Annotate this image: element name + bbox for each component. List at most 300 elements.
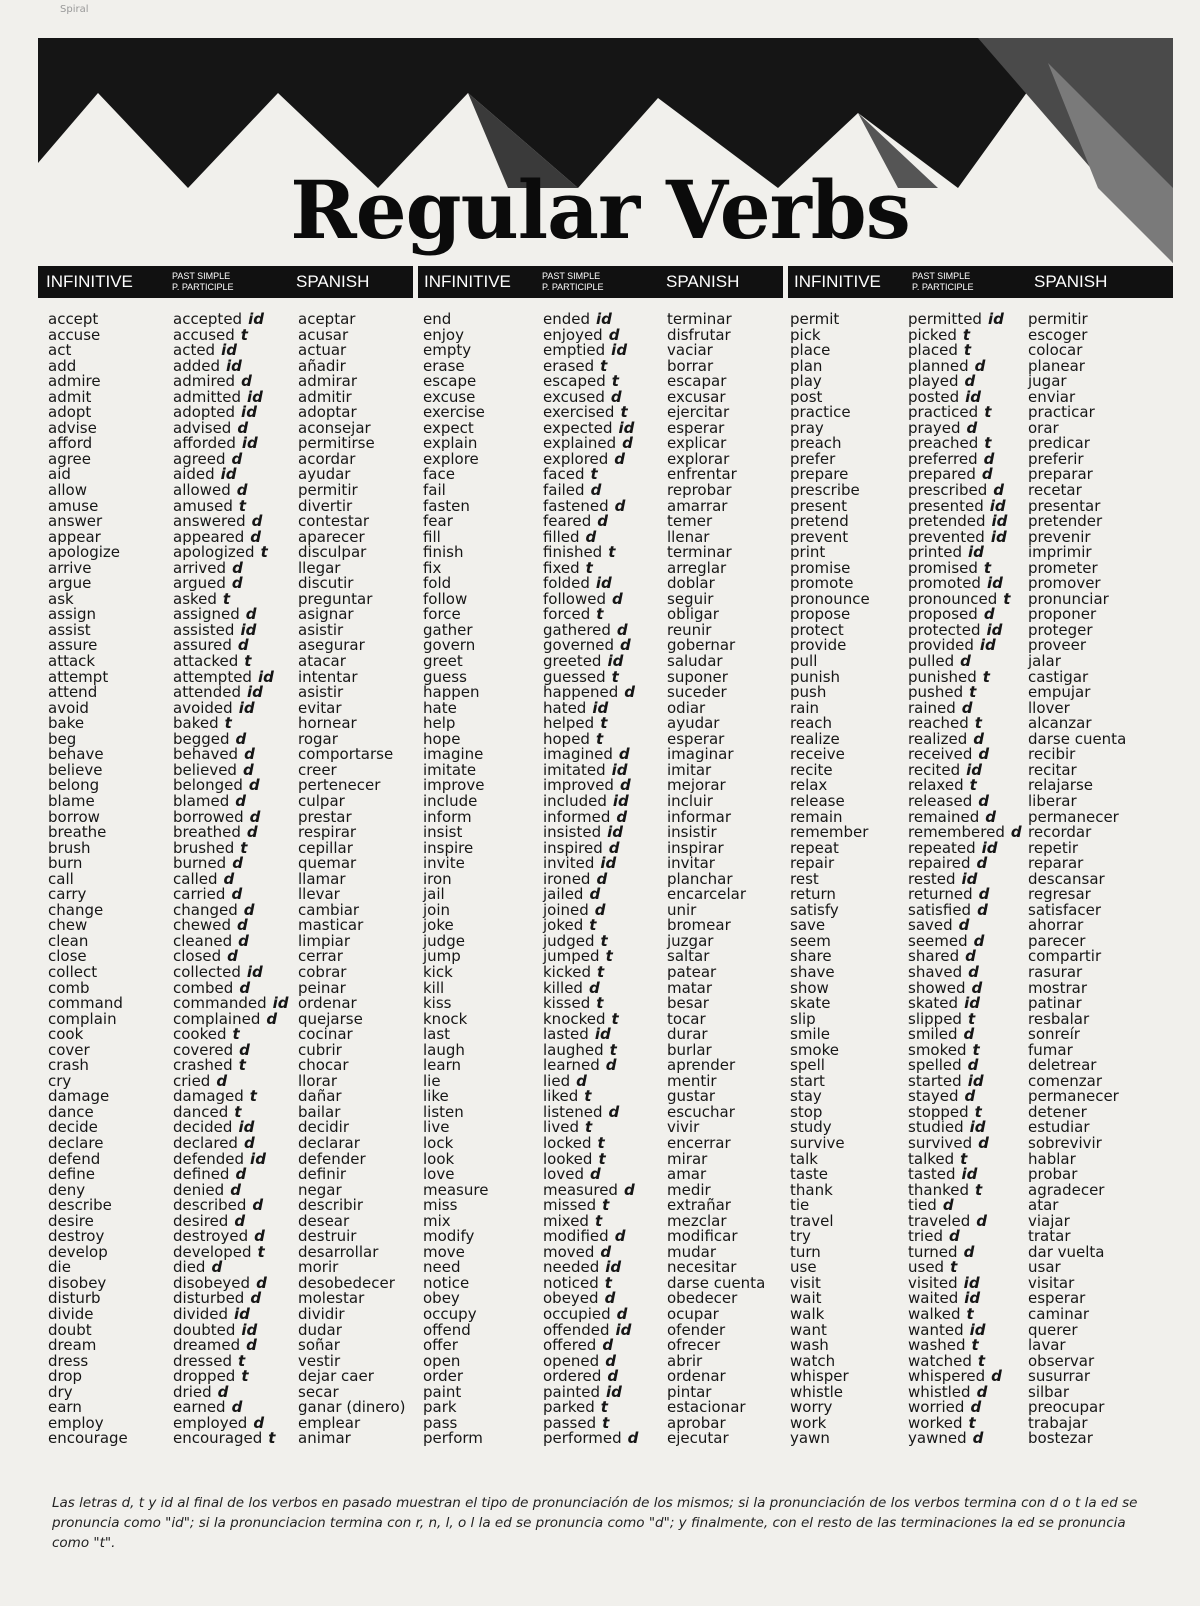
verb-row xyxy=(790,996,1170,1012)
verb-past-form: saved xyxy=(908,916,953,935)
verb-row xyxy=(790,1291,1170,1307)
verb-infinitive: breathe xyxy=(48,823,107,842)
pronunciation-tag: d xyxy=(585,527,597,546)
verb-past-form: avoided xyxy=(173,698,233,717)
verb-past-form: lasted xyxy=(543,1025,589,1044)
verb-infinitive: taste xyxy=(790,1165,828,1184)
pronunciation-tag: t xyxy=(611,667,619,686)
verb-spanish: añadir xyxy=(298,356,346,375)
verb-spanish: ejecutar xyxy=(667,1429,729,1448)
verb-spanish: compartir xyxy=(1028,947,1102,966)
pronunciation-tag: d xyxy=(235,1165,247,1184)
verb-past-form: failed xyxy=(543,481,585,500)
verb-past-form: cried xyxy=(173,1071,211,1090)
verb-past-form: informed xyxy=(543,807,611,826)
verb-spanish: reparar xyxy=(1028,854,1084,873)
verb-past-form: doubted xyxy=(173,1320,236,1339)
verb-spanish: estudiar xyxy=(1028,1118,1090,1137)
verb-infinitive: prescribe xyxy=(790,481,860,500)
verb-past-form: accused xyxy=(173,325,235,344)
verb-past-form: developed xyxy=(173,1242,252,1261)
verb-infinitive: imagine xyxy=(423,745,484,764)
verb-past-form: closed xyxy=(173,947,222,966)
verb-infinitive: damage xyxy=(48,1087,110,1106)
verb-row xyxy=(790,654,1170,670)
verb-infinitive: disobey xyxy=(48,1273,107,1292)
verb-past-form: seemed xyxy=(908,931,968,950)
pronunciation-tag: id xyxy=(991,512,1008,531)
verb-past-form: added xyxy=(173,356,220,375)
verb-past-form: defined xyxy=(173,1165,230,1184)
verb-past-form: ended xyxy=(543,310,591,328)
verb-infinitive: fold xyxy=(423,574,452,593)
header-infinitive: INFINITIVE xyxy=(46,272,133,291)
verb-infinitive: answer xyxy=(48,512,103,531)
verb-spanish: unir xyxy=(667,900,697,919)
verb-infinitive: clean xyxy=(48,931,89,950)
verb-past-form: guessed xyxy=(543,667,606,686)
verb-spanish: dejar caer xyxy=(298,1367,374,1386)
verb-spanish: orar xyxy=(1028,418,1059,437)
verb-past-form: governed xyxy=(543,636,614,655)
verb-spanish: saludar xyxy=(667,652,723,671)
verb-row xyxy=(790,312,1170,328)
pronunciation-tag: d xyxy=(249,807,261,826)
verb-spanish: permanecer xyxy=(1028,807,1119,826)
verb-past-form: visited xyxy=(908,1273,958,1292)
pronunciation-tag: id xyxy=(611,760,628,779)
verb-past-form: helped xyxy=(543,714,595,733)
verb-infinitive: love xyxy=(423,1165,455,1184)
verb-row xyxy=(423,1369,783,1385)
verb-past-form: dressed xyxy=(173,1351,232,1370)
header-past: PAST SIMPLE P. PARTICIPLE xyxy=(912,271,974,292)
verb-spanish: lavar xyxy=(1028,1336,1066,1355)
verb-spanish: excusar xyxy=(667,387,726,406)
pronunciation-tag: d xyxy=(235,791,246,810)
pronunciation-tag: id xyxy=(246,683,263,702)
verb-past-form: tasted xyxy=(908,1165,956,1184)
verb-past-form: faced xyxy=(543,465,585,484)
verb-past-form: shared xyxy=(908,947,960,966)
pronunciation-tag: id xyxy=(607,823,623,842)
verb-infinitive: smoke xyxy=(790,1040,839,1059)
pronunciation-tag: id xyxy=(600,854,617,873)
verb-infinitive: judge xyxy=(423,931,465,950)
verb-past-form: jumped xyxy=(543,947,600,966)
verb-spanish: definir xyxy=(298,1165,347,1184)
pronunciation-tag: d xyxy=(232,854,243,873)
verb-infinitive: start xyxy=(790,1071,825,1090)
verb-spanish: llevar xyxy=(298,885,340,904)
column-header-2 xyxy=(418,266,783,298)
verb-infinitive: talk xyxy=(790,1149,818,1168)
verb-past-form: whispered xyxy=(908,1367,986,1386)
verb-past-form: advised xyxy=(173,418,232,437)
verb-spanish: prevenir xyxy=(1028,527,1091,546)
verb-spanish: permanecer xyxy=(1028,1087,1119,1106)
pronunciation-tag: t xyxy=(600,356,608,375)
pronunciation-tag: d xyxy=(964,1087,976,1106)
verb-infinitive: divide xyxy=(48,1305,94,1323)
verb-past-form: behaved xyxy=(173,745,239,764)
verb-past-form: dreamed xyxy=(173,1336,241,1355)
verb-past-form: prescribed xyxy=(908,481,988,500)
pronunciation-tag: t xyxy=(975,1180,983,1199)
pronunciation-tag: t xyxy=(237,1351,246,1370)
pronunciation-tag: d xyxy=(616,1305,628,1323)
verb-spanish: ganar (dinero) xyxy=(298,1398,406,1417)
verb-spanish: actuar xyxy=(298,341,347,360)
verb-spanish: tocar xyxy=(667,1009,706,1028)
verb-row xyxy=(790,1273,1170,1292)
pronunciation-tag: d xyxy=(1010,823,1022,842)
verb-infinitive: imitate xyxy=(423,760,477,779)
pronunciation-tag: d xyxy=(590,481,602,500)
verb-row xyxy=(790,760,1170,779)
verb-past-form: stayed xyxy=(908,1087,959,1106)
verb-past-form: divided xyxy=(173,1305,229,1323)
pronunciation-tag: d xyxy=(232,558,243,577)
verb-spanish: pretender xyxy=(1028,512,1103,531)
verb-past-form: prepared xyxy=(908,465,976,484)
verb-spanish: medir xyxy=(667,1180,711,1199)
verb-past-form: called xyxy=(173,869,218,888)
pronunciation-tag: d xyxy=(246,823,258,842)
verb-spanish: explorar xyxy=(667,449,730,468)
verb-spanish: necesitar xyxy=(667,1258,737,1277)
pronunciation-tag: t xyxy=(611,372,619,391)
verb-row xyxy=(48,838,413,857)
verb-infinitive: realize xyxy=(790,729,840,748)
verb-infinitive: whistle xyxy=(790,1382,844,1401)
verb-spanish: aprender xyxy=(667,1056,736,1075)
verb-row xyxy=(790,856,1170,872)
verb-infinitive: improve xyxy=(423,776,485,795)
verb-spanish: preparar xyxy=(1028,465,1093,484)
verb-infinitive: accuse xyxy=(48,325,101,344)
verb-infinitive: pull xyxy=(790,652,818,671)
verb-spanish: doblar xyxy=(667,574,715,593)
verb-past-form: lied xyxy=(543,1071,571,1090)
verb-spanish: cubrir xyxy=(298,1040,342,1059)
verb-infinitive: bake xyxy=(48,714,85,733)
verb-past-form: offended xyxy=(543,1320,610,1339)
verb-infinitive: dry xyxy=(48,1382,73,1401)
verb-past-form: loved xyxy=(543,1165,584,1184)
verb-past-form: pretended xyxy=(908,512,986,531)
verb-spanish: ofrecer xyxy=(667,1336,721,1355)
verb-past-form: covered xyxy=(173,1040,234,1059)
verb-infinitive: prevent xyxy=(790,527,849,546)
verb-past-form: decided xyxy=(173,1118,233,1137)
verb-row xyxy=(790,1149,1170,1168)
verb-spanish: comenzar xyxy=(1028,1071,1103,1090)
pronunciation-tag: t xyxy=(611,1009,619,1028)
verb-row xyxy=(423,1431,783,1447)
pronunciation-tag: t xyxy=(594,1211,603,1230)
verb-past-form: worried xyxy=(908,1398,965,1417)
verb-column-1 xyxy=(48,312,413,1447)
verb-past-form: performed xyxy=(543,1429,622,1448)
verb-row xyxy=(790,1133,1170,1152)
pronunciation-tag: d xyxy=(600,1242,612,1261)
verb-past-form: cleaned xyxy=(173,931,233,950)
verb-spanish: atacar xyxy=(298,652,346,671)
verb-spanish: esperar xyxy=(667,729,725,748)
header-past: PAST SIMPLE P. PARTICIPLE xyxy=(172,271,234,292)
verb-row xyxy=(48,1058,413,1074)
pronunciation-tag: d xyxy=(627,1429,639,1448)
pronunciation-tag: t xyxy=(241,1367,249,1386)
verb-past-form: worked xyxy=(908,1413,963,1432)
verb-spanish: empujar xyxy=(1028,683,1091,702)
verb-infinitive: occupy xyxy=(423,1305,477,1323)
pronunciation-tag: t xyxy=(962,325,971,344)
verb-past-form: arrived xyxy=(173,558,227,577)
verb-spanish: probar xyxy=(1028,1165,1078,1184)
verb-spanish: fumar xyxy=(1028,1040,1073,1059)
verb-spanish: querer xyxy=(1028,1320,1078,1339)
verb-past-form: fixed xyxy=(543,558,580,577)
verb-spanish: acusar xyxy=(298,325,349,344)
verb-spanish: describir xyxy=(298,1196,364,1215)
verb-past-form: looked xyxy=(543,1149,593,1168)
pronunciation-tag: id xyxy=(606,1382,622,1401)
pronunciation-tag: d xyxy=(230,1180,241,1199)
verb-past-form: ironed xyxy=(543,869,591,888)
verb-past-form: danced xyxy=(173,1102,229,1121)
pronunciation-tag: t xyxy=(268,1429,276,1448)
pronunciation-tag: t xyxy=(620,403,628,422)
verb-infinitive: modify xyxy=(423,1227,475,1246)
pronunciation-tag: t xyxy=(605,947,613,966)
pronunciation-tag: id xyxy=(986,620,1003,639)
verb-infinitive: invite xyxy=(423,854,465,873)
pronunciation-tag: id xyxy=(961,869,978,888)
verb-past xyxy=(543,1431,638,1447)
verb-past-form: feared xyxy=(543,512,592,531)
verb-past-form: kissed xyxy=(543,994,591,1013)
pronunciation-tag: d xyxy=(596,869,608,888)
verb-spanish: mejorar xyxy=(667,776,726,795)
verb-past-form: blamed xyxy=(173,791,230,810)
pronunciation-tag: t xyxy=(584,1118,593,1137)
verb-infinitive: inform xyxy=(423,807,472,826)
pronunciation-tag: d xyxy=(576,1071,587,1090)
verb-spanish: negar xyxy=(298,1180,342,1199)
pronunciation-tag: d xyxy=(622,434,633,453)
verb-past-form: attacked xyxy=(173,652,239,671)
verb-past-form: complained xyxy=(173,1009,261,1028)
column-header-1 xyxy=(38,266,413,298)
verb-past-form: apologized xyxy=(173,543,255,562)
verb-past-form: changed xyxy=(173,900,238,919)
verb-spanish: seguir xyxy=(667,589,714,608)
verb-spanish: proteger xyxy=(1028,620,1093,639)
verb-past-form: hated xyxy=(543,698,587,717)
verb-past-form: dropped xyxy=(173,1367,236,1386)
verb-spanish: pertenecer xyxy=(298,776,381,795)
verb-infinitive: change xyxy=(48,900,104,919)
verb-spanish: recordar xyxy=(1028,823,1092,842)
pronunciation-tag: d xyxy=(985,807,997,826)
verb-spanish: mentir xyxy=(667,1071,717,1090)
verb-row xyxy=(48,1369,413,1385)
verb-past-form: talked xyxy=(908,1149,955,1168)
pronunciation-tag: id xyxy=(272,994,289,1013)
pronunciation-tag: t xyxy=(600,1398,608,1417)
verb-past-form: practiced xyxy=(908,403,979,422)
verb-spanish: disfrutar xyxy=(667,325,731,344)
verb-spanish: jugar xyxy=(1028,372,1067,391)
verb-spanish: susurrar xyxy=(1028,1367,1091,1386)
verb-past-form: disturbed xyxy=(173,1289,245,1308)
verb-past-form: emptied xyxy=(543,341,606,360)
verb-spanish: desarrollar xyxy=(298,1242,379,1261)
verb-past-form: pulled xyxy=(908,652,955,671)
verb-past-form: missed xyxy=(543,1196,597,1215)
verb-spanish: ordenar xyxy=(667,1367,726,1386)
pronunciation-tag: id xyxy=(234,1305,250,1323)
verb-infinitive: promote xyxy=(790,574,854,593)
verb-past-form: used xyxy=(908,1258,945,1277)
verb-past-form: carried xyxy=(173,885,226,904)
verb-spanish: permitirse xyxy=(298,434,375,453)
verb-infinitive: avoid xyxy=(48,698,89,717)
verb-past-form: prayed xyxy=(908,418,961,437)
verb-past-form: printed xyxy=(908,543,962,562)
verb-infinitive: place xyxy=(790,341,831,360)
pronunciation-tag: d xyxy=(604,1289,616,1308)
verb-spanish: inspirar xyxy=(667,838,724,857)
pronunciation-tag: d xyxy=(241,372,252,391)
verb-row xyxy=(423,931,783,950)
verb-past-form: picked xyxy=(908,325,957,344)
pronunciation-tag: id xyxy=(238,1118,255,1137)
pronunciation-tag: t xyxy=(963,341,972,360)
verb-past-form: fastened xyxy=(543,496,609,515)
verb-infinitive: crash xyxy=(48,1056,89,1075)
verb-spanish: escapar xyxy=(667,372,727,391)
verb-past-form: borrowed xyxy=(173,807,244,826)
verb-row xyxy=(790,1180,1170,1199)
verb-past-form: imitated xyxy=(543,760,606,779)
verb-infinitive: offer xyxy=(423,1336,458,1355)
verb-spanish: resbalar xyxy=(1028,1009,1090,1028)
verb-infinitive: appear xyxy=(48,527,101,546)
verb-infinitive: decide xyxy=(48,1118,98,1137)
verb-infinitive: doubt xyxy=(48,1320,92,1339)
pronunciation-tag: d xyxy=(243,900,255,919)
verb-spanish: reprobar xyxy=(667,481,732,500)
verb-spanish: morir xyxy=(298,1258,339,1277)
verb-row xyxy=(790,1431,1170,1447)
verb-spanish: dividir xyxy=(298,1305,345,1323)
verb-infinitive: rain xyxy=(790,698,820,717)
verb-past-form: whistled xyxy=(908,1382,971,1401)
verb-infinitive: face xyxy=(423,465,455,484)
verb-spanish: mezclar xyxy=(667,1211,727,1230)
verb-spanish: evitar xyxy=(298,698,342,717)
verb-infinitive: arrive xyxy=(48,558,92,577)
verb-past-form: noticed xyxy=(543,1273,599,1292)
verb-spanish: vestir xyxy=(298,1351,341,1370)
verb-row xyxy=(790,667,1170,686)
pronunciation-tag: t xyxy=(969,683,977,702)
verb-infinitive: fear xyxy=(423,512,453,531)
pronunciation-tag: d xyxy=(237,916,248,935)
verb-spanish: juzgar xyxy=(667,931,714,950)
verb-spanish: alcanzar xyxy=(1028,714,1092,733)
verb-row xyxy=(423,716,783,732)
verb-row xyxy=(423,1198,783,1214)
verb-spanish: planear xyxy=(1028,356,1085,375)
verb-spanish: mirar xyxy=(667,1149,708,1168)
pronunciation-tag: d xyxy=(588,978,600,997)
pronunciation-tag: t xyxy=(600,931,608,950)
verb-spanish: ayudar xyxy=(667,714,720,733)
verb-infinitive: save xyxy=(790,916,826,935)
pronunciation-tag: d xyxy=(973,729,984,748)
verb-spanish: promover xyxy=(1028,574,1101,593)
verb-row xyxy=(48,1009,413,1028)
verb-infinitive: happen xyxy=(423,683,480,702)
verb-spanish: adoptar xyxy=(298,403,357,422)
pronunciation-tag: id xyxy=(226,356,242,375)
pronunciation-tag: d xyxy=(991,1367,1002,1386)
verb-spanish: arreglar xyxy=(667,558,727,577)
pronunciation-tag: t xyxy=(966,1305,974,1323)
verb-row xyxy=(790,825,1170,841)
verb-past-form: pushed xyxy=(908,683,964,702)
pronunciation-tag: d xyxy=(589,1165,601,1184)
pronunciation-tag: d xyxy=(968,962,979,981)
pronunciation-tag: id xyxy=(964,1289,981,1308)
pronunciation-tag: d xyxy=(237,636,249,655)
verb-spanish: borrar xyxy=(667,356,714,375)
verb-infinitive: inspire xyxy=(423,838,474,857)
verb-infinitive: lie xyxy=(423,1071,441,1090)
verb-spanish: matar xyxy=(667,978,713,997)
verb-infinitive: empty xyxy=(423,341,472,360)
verb-infinitive: carry xyxy=(48,885,87,904)
verb-infinitive: push xyxy=(790,683,827,702)
verb-past-form: aided xyxy=(173,465,215,484)
verb-infinitive: exercise xyxy=(423,403,485,422)
verb-past-form: afforded xyxy=(173,434,236,453)
verb-infinitive: pretend xyxy=(790,512,849,531)
verb-spanish: dar vuelta xyxy=(1028,1242,1105,1261)
verb-infinitive: pray xyxy=(790,418,824,437)
verb-past-form: shaved xyxy=(908,962,963,981)
verb-infinitive: survive xyxy=(790,1133,845,1152)
verb-spanish: patinar xyxy=(1028,994,1082,1013)
pronunciation-tag: id xyxy=(607,652,624,671)
verb-spanish: desobedecer xyxy=(298,1273,395,1292)
verb-infinitive: command xyxy=(48,994,123,1013)
verb-spanish: silbar xyxy=(1028,1382,1070,1401)
verb-spanish: chocar xyxy=(298,1056,349,1075)
pronunciation-tag: d xyxy=(972,1429,984,1448)
verb-past-form: realized xyxy=(908,729,968,748)
verb-spanish: mudar xyxy=(667,1242,716,1261)
verb-past-form: learned xyxy=(543,1056,600,1075)
verb-infinitive: act xyxy=(48,341,72,360)
pronunciation-tag: id xyxy=(595,574,612,593)
verb-past-form: moved xyxy=(543,1242,595,1261)
verb-past-form: started xyxy=(908,1071,962,1090)
